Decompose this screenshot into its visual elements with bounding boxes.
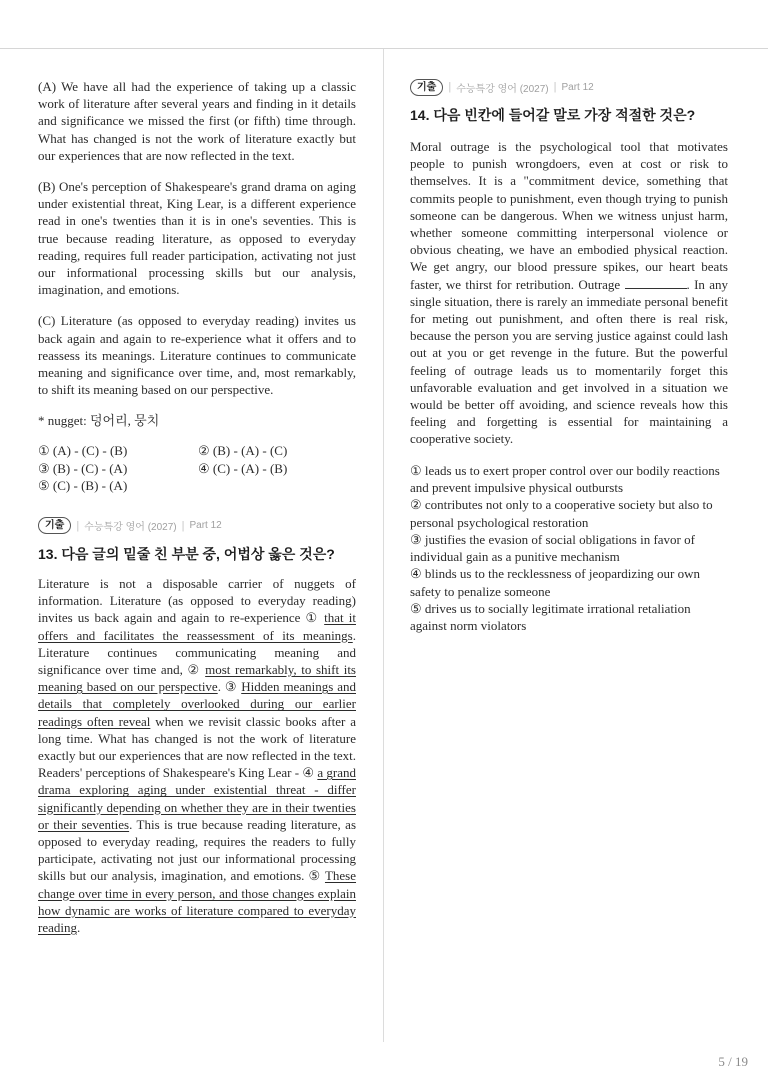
q13-marker-2: ② xyxy=(187,661,206,677)
choice-2[interactable]: ② (B) - (A) - (C) xyxy=(198,443,288,459)
q14-sep-2: | xyxy=(553,81,557,93)
passage-c: (C) Literature (as opposed to everyday reading) invites us back again and again to re-experience what it offers and to reassess its meanings. Literature continues to communicate meaning and significance over time, and, most remarkably, to shift its meaning based on our perspective. xyxy=(38,313,356,398)
q13-part: Part 12 xyxy=(189,520,222,532)
q14-text-after: . In any single situation, there is rarely an immediate personal benefit for meting out punishment, and often there is real risk, because the person you are serving justice against could lash out at you or get revenge in the future. But the powerful feeling of outrage leads us to momentarily forget this unfavorable evaluation and get involved in a situation we would be better off avoiding, and science reveals how this feeling and forgetting is essential for maintaining a cooperative society. xyxy=(410,276,728,447)
q14-text-before: Moral outrage is the psychological tool that motivates people to punish wrongdoers, even at cost or risk to themselves. It is a "commitment device, something that commits people to punishment, even though trying to punish someone can be dangerous. When we witness unjust harm, whether someone committing interpersonal violence or obvious cheating, we have an embodied physical reaction. We get angry, our blood pressure spikes, our heart beats faster, we thirst for retribution. Outrage xyxy=(410,139,728,292)
q14-tagline xyxy=(410,78,728,96)
q13-text-5: . This is true because reading literature, as opposed to everyday reading, requires the readers to fully participate, activating not just our informational processing skills but our analysis, imagination, and emotions. xyxy=(38,816,357,884)
q13-sep-2: | xyxy=(181,519,185,532)
q14-title: 14. 다음 빈칸에 들어갈 말로 가장 적절한 것은? xyxy=(410,107,696,123)
q13-sep-1: | xyxy=(76,519,80,532)
q14-option-1[interactable]: ① leads us to exert proper control over our bodily reactions and prevent impulsive physical outbursts xyxy=(410,462,720,495)
q13-text-4: when we revisit classic books after a long time. What has changed is not the work of literature exactly but our experiences that are now reflected in the text. Readers' perceptions of Shakespeare's King Lear - xyxy=(38,713,356,781)
q13-passage xyxy=(38,575,356,936)
q13-marker-5: ⑤ xyxy=(308,868,325,884)
q14-option-3[interactable]: ③ justifies the evasion of social obligations in favor of individual gain as a punitive mechanism xyxy=(410,531,695,565)
q13-text-1: Literature is not a disposable carrier of nuggets of information. Literature (as opposed to everyday reading) invites us back again and again to re-experience xyxy=(38,575,356,626)
choice-4[interactable]: ④ (C) - (A) - (B) xyxy=(198,460,288,476)
page-number: 5 / 19 xyxy=(718,1054,748,1069)
column-divider xyxy=(383,49,384,1042)
q13-tagline xyxy=(38,517,356,535)
choice-3[interactable]: ③ (B) - (C) - (A) xyxy=(38,460,128,476)
q13-marker-4: ④ xyxy=(302,765,318,781)
footnote: * nugget: 덩어리, 뭉치 xyxy=(38,413,160,429)
q13-underline-2: most remarkably, to shift its meaning based on our perspective xyxy=(38,661,356,695)
q14-part: Part 12 xyxy=(561,81,594,93)
left-column xyxy=(38,78,356,936)
q13-marker-1: ① xyxy=(305,610,325,626)
q14-badge: 기출 xyxy=(410,79,443,96)
choice-5[interactable]: ⑤ (C) - (B) - (A) xyxy=(38,478,128,494)
passage-a: (A) We have all had the experience of taking up a classic work of literature after several years and finding in it details and significance we missed the first (or fifth) time through. What has changed is not the work of literature exactly but our experiences that are now reflected in the text. xyxy=(38,79,356,163)
q13-underline-1: that it offers and facilitates the reassessment of its meanings xyxy=(38,610,356,643)
q13-text-2: . Literature continues communicating meaning and significance over time and, xyxy=(38,627,356,677)
right-column xyxy=(410,78,728,635)
q13-marker-3: ③ xyxy=(224,679,242,695)
q13-text-6: . xyxy=(76,920,81,936)
q14-option-2[interactable]: ② contributes not only to a cooperative society but also to personal psychological restoration xyxy=(410,497,713,530)
q13-underline-4: a grand drama exploring aging under existential threat - differ significantly depending on whether they are in their twenties or their seventies xyxy=(38,765,356,832)
q14-blank xyxy=(625,276,687,289)
passage-b: (B) One's perception of Shakespeare's grand drama on aging under existential threat, King Lear, is a different experience read in one's twenties than it is in one's seventies. This is true because reading literature, as opposed to everyday reading, requires full reader participation, activating not just our informational processing skills but our analysis, imagination, and emotions. xyxy=(38,179,356,298)
order-choices xyxy=(38,442,356,495)
q14-option-5[interactable]: ⑤ drives us to socially legitimate irrational retaliation against norm violators xyxy=(410,601,691,634)
header-rule xyxy=(0,48,768,49)
q14-source: 수능특강 영어 (2027) xyxy=(456,83,549,95)
choice-1[interactable]: ① (A) - (C) - (B) xyxy=(38,443,128,459)
q13-source: 수능특강 영어 (2027) xyxy=(84,522,177,534)
q13-badge: 기출 xyxy=(38,517,71,534)
q13-text-3: . xyxy=(217,679,225,695)
q13-underline-5: These change over time in every person, and those changes explain how dynamic are works of literature compared to everyday reading xyxy=(38,868,357,936)
q14-option-4[interactable]: ④ blinds us to the recklessness of jeopardizing our own safety to penalize someone xyxy=(410,566,701,599)
q13-title: 13. 다음 글의 밑줄 친 부분 중, 어법상 옳은 것은? xyxy=(38,545,335,562)
q14-options xyxy=(410,462,728,635)
q14-sep-1: | xyxy=(448,81,452,93)
q13-underline-3: Hidden meanings and details that completely overlooked during our earlier readings often reveal xyxy=(38,679,356,729)
q14-passage xyxy=(410,138,728,448)
